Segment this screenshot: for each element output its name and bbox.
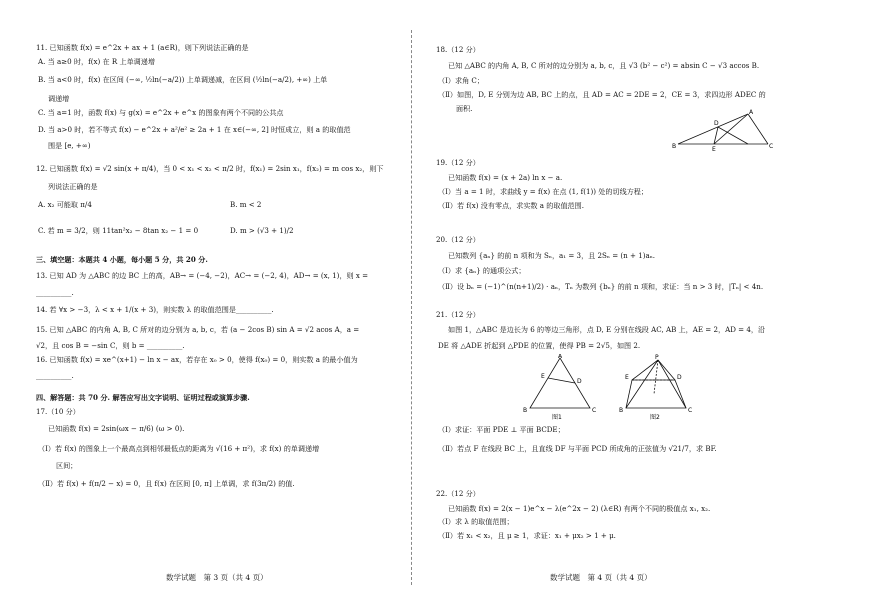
q16-blank: __________.: [36, 371, 74, 380]
q22-part-2: （Ⅱ）若 x₁ < x₂，且 μ ≥ 1，求证：x₁ + μx₂ > 1 + μ.: [438, 531, 616, 540]
page-divider: [411, 30, 412, 585]
q17-stem: 已知函数 f(x) = 2sin(ωx − π/6) (ω > 0).: [48, 424, 185, 433]
q18-label-a: A: [749, 109, 754, 116]
q11-option-d: D. 当 a>0 时，若不等式 f(x) − e^2x + a²/e² ≥ 2a + 1 在 x∈(−∞, 2] 时恒成立，则 a 的取值范: [38, 125, 351, 134]
fig1-caption: 图1: [552, 414, 562, 420]
fig2-label-p: P: [655, 354, 659, 361]
fig1-label-b: B: [523, 407, 528, 414]
q22-stem: 已知函数 f(x) = 2(x − 1)e^x − λ(e^2x − 2) (λ∈R) 有两个不同的极值点 x₁, x₂.: [448, 504, 711, 513]
q11-stem: 11. 已知函数 f(x) = e^2x + ax + 1 (a∈R)，则下列说法正确的是: [36, 43, 249, 52]
q12-stem-cont: 列说法正确的是: [48, 182, 98, 191]
q18-part-2: （Ⅱ）如图，D, E 分别为边 AB, BC 上的点，且 AD = AC = 2DE = 2，CE = 3，求四边形 ADEC 的: [438, 90, 766, 99]
q19-part-2: （Ⅱ）若 f(x) 没有零点，求实数 a 的取值范围.: [438, 201, 584, 210]
q18-label-e: E: [712, 146, 716, 152]
q17-heading: 17.（10 分）: [36, 407, 80, 416]
q11-option-b: B. 当 a<0 时，f(x) 在区间 (−∞, ½ln(−a/2)) 上单调递减，在区间 (½ln(−a/2), +∞) 上单: [38, 75, 328, 84]
fig1-label-e: E: [541, 373, 545, 380]
q11-option-b-cont: 调递增: [48, 94, 70, 103]
q21-part-2: （Ⅱ）若点 F 在线段 BC 上，且直线 DF 与平面 PCD 所成角的正弦值为 √21/7，求 BF.: [438, 444, 717, 453]
q20-part-2: （Ⅱ）设 bₙ = (−1)^(n(n+1)/2) · aₙ，Tₙ 为数列 {bₙ} 的前 n 项和，求证：当 n > 3 时，|Tₙ| < 4n.: [438, 282, 764, 291]
q18-part-2-cont: 面积.: [456, 104, 473, 113]
fig2-label-e: E: [625, 374, 629, 381]
q18-part-1: （Ⅰ）求角 C；: [438, 76, 484, 85]
page-3-footer: 数学试题 第 3 页（共 4 页）: [166, 573, 268, 582]
q11-option-a: A. 当 a≥0 时，f(x) 在 R 上单调递增: [38, 57, 155, 66]
fig2-label-c: C: [688, 407, 693, 414]
q18-heading: 18.（12 分）: [436, 45, 480, 54]
q12-stem: 12. 已知函数 f(x) = √2 sin(x + π/4)，当 0 < x₁ < x₂ < π/2 时，f(x₁) = 2sin x₁，f(x₂) = m cos x₂，则下: [36, 164, 384, 173]
q18-label-c: C: [769, 143, 774, 150]
q14-stem: 14. 若 ∀x > −3，λ < x + 1/(x + 3)，则实数 λ 的取值范围是__________.: [36, 305, 274, 314]
q13-blank: __________.: [36, 288, 74, 297]
q19-stem: 已知函数 f(x) = (x + 2a) ln x − a.: [448, 173, 563, 182]
q21-figures: [522, 354, 698, 420]
section-3-heading: 三、填空题：本题共 4 小题，每小题 5 分，共 20 分.: [36, 255, 208, 264]
q20-heading: 20.（12 分）: [436, 235, 480, 244]
q21-part-1: （Ⅰ）求证：平面 PDE ⊥ 平面 BCDE；: [438, 425, 565, 434]
q22-part-1: （Ⅰ）求 λ 的取值范围；: [438, 517, 514, 526]
q21-heading: 21.（12 分）: [436, 310, 480, 319]
fig1-label-a: A: [558, 354, 563, 360]
q19-part-1: （Ⅰ）当 a = 1 时，求曲线 y = f(x) 在点 (1, f(1)) 处的切线方程；: [438, 187, 648, 196]
fig1-label-d: D: [577, 378, 582, 385]
q15-stem: 15. 已知 △ABC 的内角 A, B, C 所对的边分别为 a, b, c，若 (a − 2cos B) sin A = √2 acos A，a =: [36, 325, 360, 334]
fig2-caption: 图2: [650, 414, 660, 420]
q12-option-d: D. m > (√3 + 1)/2: [230, 226, 294, 235]
section-4-heading: 四、解答题：共 70 分. 解答应写出文字说明、证明过程或演算步骤.: [36, 393, 250, 402]
q18-label-d: D: [714, 120, 719, 127]
q13-stem: 13. 已知 AD 为 △ABC 的边 BC 上的高，AB→ = (−4, −2)，AC→ = (−2, 4)，AD→ = (x, 1)，则 x =: [36, 271, 369, 280]
q12-option-c: C. 若 m = 3/2，则 11tan²x₂ − 8tan x₂ − 1 = 0: [38, 226, 199, 235]
q15-stem-cont: √2，且 cos B = −sin C，则 b = __________.: [36, 341, 185, 350]
page-3: [36, 0, 402, 615]
q20-part-1: （Ⅰ）求 {aₙ} 的通项公式；: [438, 266, 526, 275]
q18-label-b: B: [672, 143, 677, 150]
q17-part-1-cont: 区间；: [56, 461, 78, 470]
q20-stem: 已知数列 {aₙ} 的前 n 项和为 Sₙ，a₁ = 3，且 2Sₙ = (n + 1)aₙ.: [448, 251, 656, 260]
page-4-footer: 数学试题 第 4 页（共 4 页）: [550, 573, 652, 582]
q18-stem: 已知 △ABC 的内角 A, B, C 所对的边分别为 a, b, c，且 √3 (b² − c²) = absin C − √3 accos B.: [448, 61, 760, 70]
q17-part-2: （Ⅱ）若 f(x) + f(π/2 − x) = 0，且 f(x) 在区间 [0, π] 上单调，求 f(3π/2) 的值.: [38, 479, 295, 488]
q16-stem: 16. 已知函数 f(x) = xe^(x+1) − ln x − ax，若存在 x₀ > 0，使得 f(x₀) = 0，则实数 a 的最小值为: [36, 355, 358, 364]
fig2-label-d: D: [677, 374, 682, 381]
q11-option-d-cont: 围是 [e, +∞): [48, 141, 91, 150]
q12-option-b: B. m < 2: [230, 200, 262, 209]
q21-stem-cont: DE 将 △ADE 折起到 △PDE 的位置，使得 PB = 2√5，如图 2.: [438, 341, 641, 350]
q18-figure: [672, 108, 776, 152]
q19-heading: 19.（12 分）: [436, 158, 480, 167]
page-4: [436, 0, 802, 615]
q11-option-c: C. 当 a=1 时，函数 f(x) 与 g(x) = e^2x + e^x 的图象有两个不同的公共点: [38, 108, 284, 117]
q12-option-a: A. x₂ 可能取 π/4: [38, 200, 92, 209]
q21-stem: 如图 1，△ABC 是边长为 6 的等边三角形，点 D, E 分别在线段 AC, AB 上，AE = 2，AD = 4，沿: [448, 325, 766, 334]
q17-part-1: （Ⅰ）若 f(x) 的图象上一个最高点到相邻最低点的距离为 √(16 + π²)，求 f(x) 的单调递增: [38, 444, 320, 453]
fig1-label-c: C: [592, 407, 597, 414]
fig2-label-b: B: [619, 407, 624, 414]
q22-heading: 22.（12 分）: [436, 489, 480, 498]
